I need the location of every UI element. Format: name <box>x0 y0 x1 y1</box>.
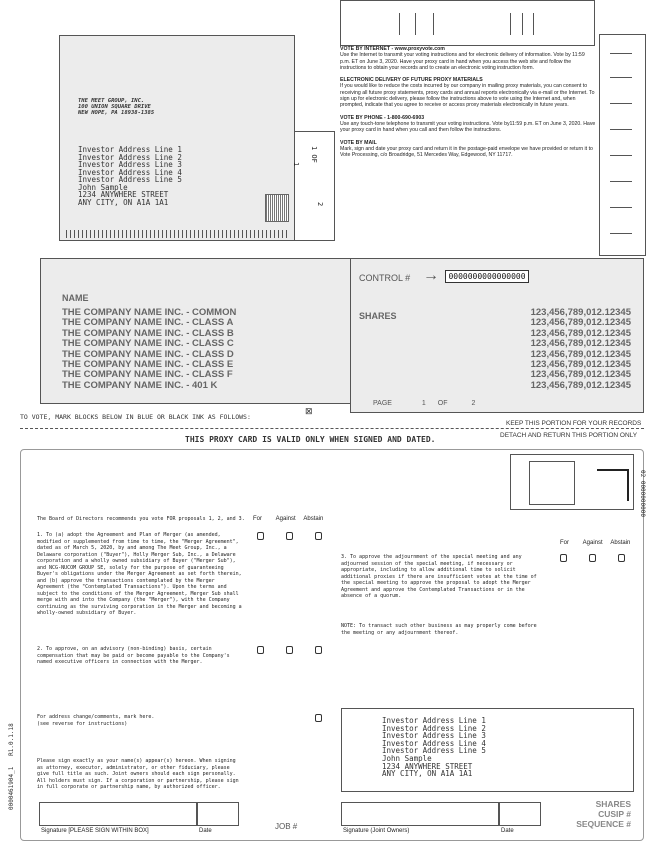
address-line: Investor Address Line 3 <box>382 731 486 741</box>
share-value: 123,456,789,012.12345 <box>530 307 631 318</box>
arrow-right-icon: → <box>423 267 439 284</box>
joint-signature-box[interactable] <box>341 802 499 826</box>
col-against: Against <box>582 540 603 546</box>
control-panel <box>350 258 644 413</box>
joint-date-label: Date <box>501 828 514 834</box>
shares-cusip-sequence <box>576 799 631 829</box>
postal-barcode <box>66 230 288 238</box>
proposal-3-text: 3. To approve the adjournment of the special meeting and any adjourned session of the special meeting, if necessary or appropriate, including to allow additional time to solicit additional proxies if there are insufficient votes at the time of the special meeting to approve the proposal to adopt the Merger Agreement and approve the Contemplated Transactions or in the absence of a quorum. <box>341 554 537 599</box>
proposal-2-for-checkbox[interactable] <box>257 646 264 654</box>
shares-label: SHARES <box>359 311 397 321</box>
page-marker-two: 2 <box>316 202 324 207</box>
col-for: For <box>253 516 262 522</box>
other-business-note: NOTE: To transact such other business as may properly come before the meeting or any adjournment thereof. <box>341 623 537 636</box>
share-value: 123,456,789,012.12345 <box>530 369 631 381</box>
address-line: Investor Address Line 5 <box>382 746 486 756</box>
vote-internet-body: Use the Internet to transmit your voting instructions and for electronic delivery of information. Vote by 11:59 p.m. ET on June 3, 2020. Have your proxy card in hand when you access the web site and follow the instructions to obtain your records and to create an electronic voting instruction form. <box>340 52 585 71</box>
proposal-2-against-checkbox[interactable] <box>286 646 293 654</box>
address-line: ANY CITY, ON A1A 1A1 <box>382 769 473 779</box>
share-value: 123,456,789,012.12345 <box>530 327 631 339</box>
signing-instructions: Please sign exactly as your name(s) appear(s) hereon. When signing as attorney, executor, administrator, or other fiduciary, please give full title as such. Joint owners should each sign personally. All holders must sign. If a corporation or partnership, please sign in full corporate or partnership name, by authorized officer. <box>37 758 239 790</box>
job-number-label: JOB # <box>275 822 298 831</box>
return-address <box>78 98 154 117</box>
page-of: OF <box>437 400 448 407</box>
vote-phone-body: Use any touch-tone telephone to transmit your voting instructions. Vote by11:59 p.m. ET on June 3, 2020. Have your proxy card in hand when you call and then follow the instructions. <box>340 120 596 134</box>
share-value: 123,456,789,012.12345 <box>530 359 631 371</box>
marked-box-icon: ⊠ <box>305 406 313 416</box>
scan-marker-square <box>529 461 575 505</box>
name-label: NAME <box>62 293 89 303</box>
barcode-box-top <box>340 0 595 46</box>
share-value: 123,456,789,012.12345 <box>530 348 631 360</box>
shares-tag: SHARES <box>595 799 631 809</box>
address-change-checkbox[interactable] <box>315 714 322 722</box>
vote-mail-heading: VOTE BY MAIL <box>340 139 377 146</box>
signature-box[interactable] <box>39 802 197 826</box>
address-line: Investor Address Line 1 <box>382 716 486 725</box>
page-marker-label: 1 OF <box>310 146 318 163</box>
electronic-delivery-body: If you would like to reduce the costs incurred by our company in mailing proxy materials, you can consent to receiving all future proxy statements, proxy cards and annual reports electronically via e-mail or the Internet. To sign up for electronic delivery, please follow the instructions above to vote using the Internet and, when prompted, indicate that you agree to receive or access proxy materials electronically in future years. <box>340 83 595 109</box>
vote-header-right <box>560 540 630 547</box>
proposal-1-text: 1. To (a) adopt the Agreement and Plan of Merger (as amended, modified or supplemented from time to time, the "Merger Agreement", dated as of March 5, 2020, by and among The Meet Group, Inc., a Delaware corporation ("Buyer"), Holly Merger Sub, Inc., a Delaware corporation and a wholly owned subsidiary of Buyer ("Merger Sub"), and NCG-NUCOM GROUP SE, solely for the purpose of guaranteeing Buyer's obligations under the Merger Agreement as set forth therein, and (b) approve the transactions contemplated by the Merger Agreement (the "Contemplated Transactions"). Upon the terms and subject to the conditions of the Merger Agreement, Merger Sub shall merge with and into the Company (the "Merger"), with the Company continuing as the surviving corporation in the Merger and becoming a wholly-owned subsidiary of Buyer. <box>37 532 242 616</box>
share-value: 123,456,789,012.12345 <box>530 317 631 329</box>
datamatrix-barcode <box>265 194 289 222</box>
col-abstain: Abstain <box>303 516 324 522</box>
corner-mark <box>597 469 629 501</box>
address-line: Investor Address Line 4 <box>382 738 486 748</box>
investor-address-box-bottom <box>341 708 634 792</box>
joint-date-box[interactable] <box>499 802 541 826</box>
board-recommendation: The Board of Directors recommends you vote FOR proposals 1, 2, and 3. <box>37 516 245 522</box>
electronic-delivery-heading: ELECTRONIC DELIVERY OF FUTURE PROXY MATERIALS <box>340 77 483 84</box>
return-address-line: THE MEET GROUP, INC. <box>78 98 145 104</box>
share-values <box>531 308 631 391</box>
address-line: Investor Address Line 5 <box>78 175 182 184</box>
detach-portion-label: DETACH AND RETURN THIS PORTION ONLY <box>500 432 638 439</box>
page-number: 1 <box>421 400 426 407</box>
address-change-text: For address change/comments, mark here. (see reverse for instructions) <box>37 714 155 727</box>
joint-signature-label: Signature (Joint Owners) <box>343 828 410 834</box>
return-address-line: NEW HOPE, PA 18938-1385 <box>78 110 155 117</box>
proposal-3-for-checkbox[interactable] <box>560 554 567 562</box>
investor-address-top <box>78 146 182 206</box>
company-row: THE COMPANY NAME INC. - CLASS A <box>62 317 234 329</box>
left-side-code: 0000461904_1 R1.0.1.18 <box>8 723 15 810</box>
proposal-1-against-checkbox[interactable] <box>286 532 293 540</box>
control-label: CONTROL # <box>359 273 411 283</box>
company-row: THE COMPANY NAME INC. - CLASS F <box>62 369 233 381</box>
sequence-tag: SEQUENCE # <box>576 819 631 829</box>
company-row: THE COMPANY NAME INC. - COMMON <box>62 307 237 318</box>
address-line: Investor Address Line 1 <box>78 145 182 154</box>
address-line: Investor Address Line 4 <box>78 167 182 177</box>
address-line: John Sample <box>382 753 432 763</box>
company-row: THE COMPANY NAME INC. - CLASS B <box>62 327 234 339</box>
share-value: 123,456,789,012.12345 <box>530 379 631 391</box>
share-value: 123,456,789,012.12345 <box>530 338 631 350</box>
address-line: 1234 ANYWHERE STREET <box>382 761 473 771</box>
vote-phone-heading: VOTE BY PHONE - 1-800-690-6903 <box>340 114 425 121</box>
address-line: John Sample <box>78 182 128 192</box>
col-against: Against <box>275 516 296 522</box>
page-total: 2 <box>471 400 476 407</box>
company-row: THE COMPANY NAME INC. - CLASS E <box>62 359 234 371</box>
vote-header-left <box>253 516 323 523</box>
page-label: PAGE <box>373 400 392 407</box>
company-row: THE COMPANY NAME INC. - CLASS D <box>62 348 234 360</box>
proposal-2-abstain-checkbox[interactable] <box>315 646 322 654</box>
col-abstain: Abstain <box>610 540 631 546</box>
address-line: 1234 ANYWHERE STREET <box>78 190 169 199</box>
valid-when-signed: THIS PROXY CARD IS VALID ONLY WHEN SIGNED AND DATED. <box>185 435 436 444</box>
control-number: 0000000000000000 <box>445 270 529 283</box>
proposal-3-against-checkbox[interactable] <box>589 554 596 562</box>
return-address-line: 100 UNION SQUARE DRIVE <box>78 104 151 111</box>
address-line: Investor Address Line 2 <box>382 723 486 733</box>
vote-mail-body: Mark, sign and date your proxy card and return it in the postage-paid envelope we have provided or return it to Vote Processing, c/o Broadridge, 51 Mercedes Way, Edgewood, NY 11717. <box>340 145 593 159</box>
address-line: Investor Address Line 2 <box>78 152 182 162</box>
signature-label: Signature [PLEASE SIGN WITHIN BOX] <box>41 828 149 834</box>
proposal-1-abstain-checkbox[interactable] <box>315 532 322 540</box>
col-for: For <box>560 540 569 546</box>
page-marker-box <box>294 131 335 241</box>
voting-instructions <box>340 46 596 158</box>
vote-internet-heading: VOTE BY INTERNET - www.proxyvote.com <box>340 46 445 52</box>
right-side-code: 02 0000000000 <box>639 470 646 517</box>
company-row: THE COMPANY NAME INC. - 401 K <box>62 379 218 391</box>
page-marker-one: 1 <box>292 162 300 167</box>
address-line: ANY CITY, ON A1A 1A1 <box>78 197 169 207</box>
proposal-1-for-checkbox[interactable] <box>257 532 264 540</box>
company-row: THE COMPANY NAME INC. - CLASS C <box>62 338 234 350</box>
proposal-3-abstain-checkbox[interactable] <box>618 554 625 562</box>
address-line: Investor Address Line 3 <box>78 160 182 169</box>
scan-marker-box <box>510 454 634 510</box>
keep-portion-label: KEEP THIS PORTION FOR YOUR RECORDS <box>506 420 642 427</box>
ballot-card <box>20 449 644 841</box>
date-label: Date <box>199 828 212 834</box>
mark-blocks-instruction: TO VOTE, MARK BLOCKS BELOW IN BLUE OR BLACK INK AS FOLLOWS: <box>20 413 251 421</box>
cusip-tag: CUSIP # <box>598 809 631 819</box>
cut-line <box>20 428 644 429</box>
proposal-2-text: 2. To approve, on an advisory (non-binding) basis, certain compensation that may be paid or become payable to the Company's named executive officers in connection with the Merger. <box>37 646 230 665</box>
date-box[interactable] <box>197 802 239 826</box>
address-block <box>59 35 295 241</box>
page-indicator <box>373 400 475 407</box>
company-list <box>62 308 236 391</box>
right-tab-box <box>599 34 646 256</box>
